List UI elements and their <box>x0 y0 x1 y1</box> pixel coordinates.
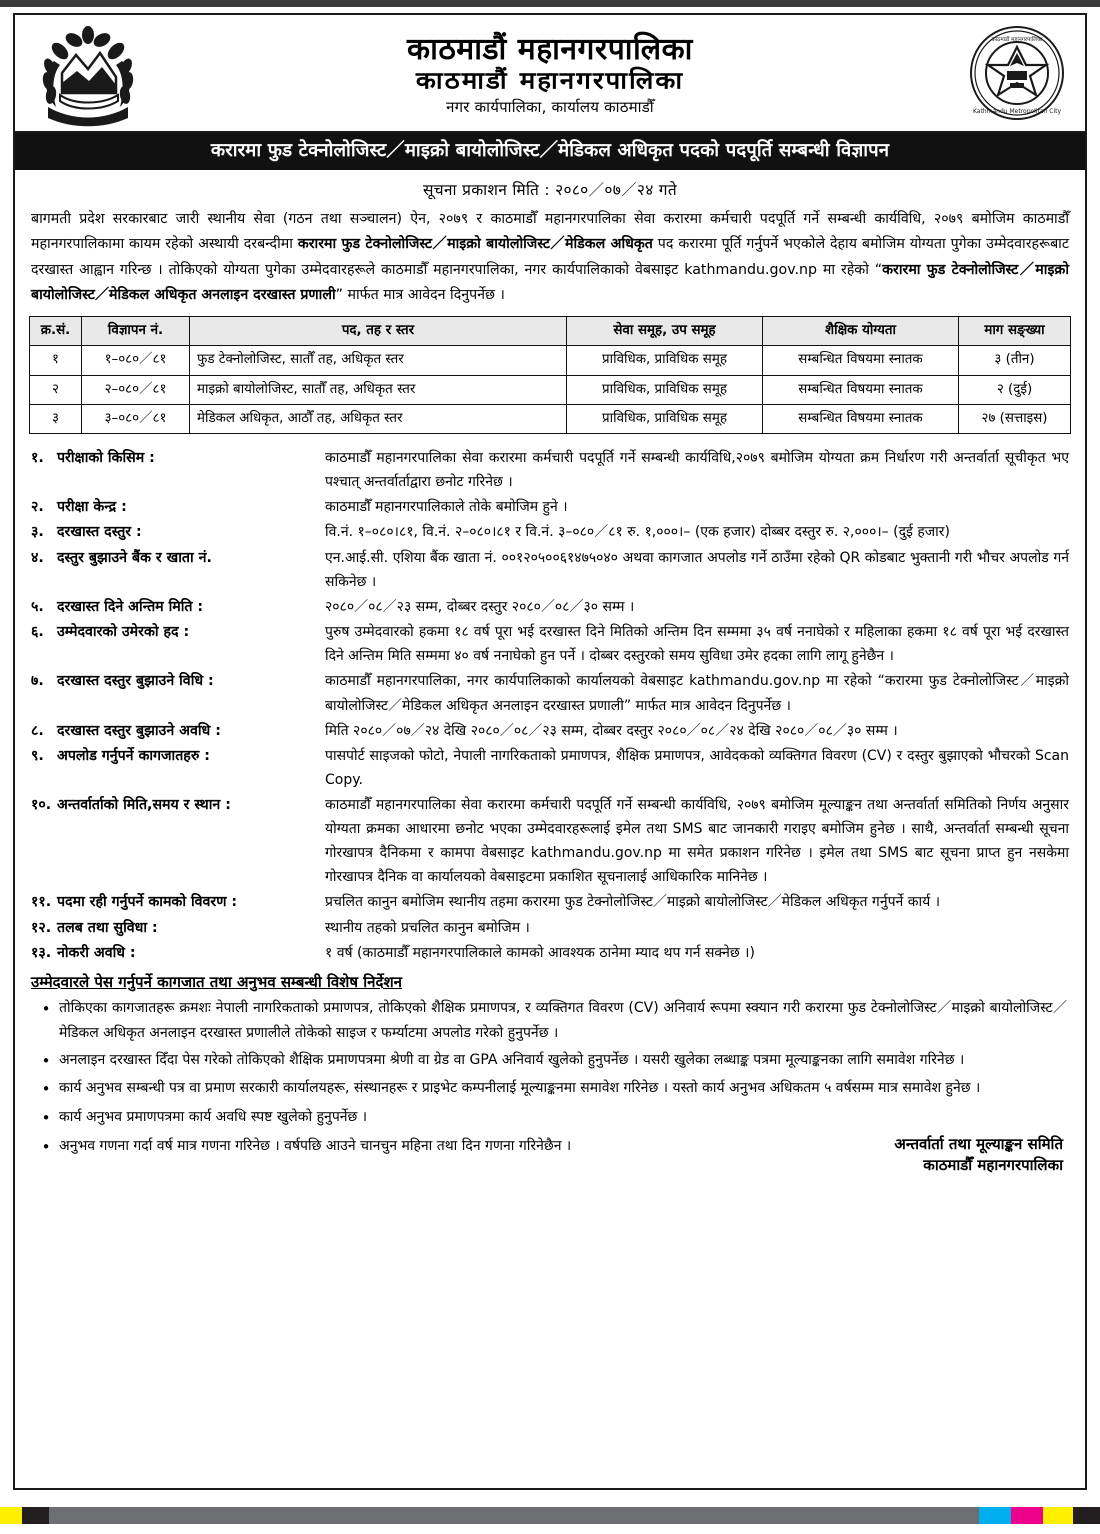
item-label: परीक्षाको किसिम : <box>57 449 155 466</box>
cell-qualification: सम्बन्धित विषयमा स्नातक <box>763 404 959 433</box>
cmyk-segment-magenta <box>1011 1507 1043 1524</box>
intro-text-3: ” मार्फत मात्र आवेदन दिनुपर्नेछ । <box>335 287 505 304</box>
list-item <box>31 916 1069 940</box>
top-rule <box>0 0 1100 7</box>
publication-date: सूचना प्रकाशन मिति : २०८०／०७／२४ गते <box>423 181 677 200</box>
col-service-group: सेवा समूह, उप समूह <box>567 317 763 346</box>
item-label: अपलोड गर्नुपर्ने कागजातहरु : <box>57 748 210 764</box>
organization-name-ranjana-script: काठमाडौं महानगरपालिका <box>415 67 685 96</box>
list-item <box>33 1076 1071 1103</box>
col-advertisement-no: विज्ञापन नं. <box>82 317 190 346</box>
item-label: परीक्षा केन्द्र : <box>57 498 127 515</box>
notice-title-banner: करारमा फुड टेक्नोलोजिस्ट／माइक्रो बायोलोजिस्ट／मेडिकल अधिकृत पदको पदपूर्ति सम्बन्धी विज्ञापन <box>15 133 1085 170</box>
item-value: १ वर्ष (काठमाडौँ महानगरपालिकाले कामको आवश्यक ठानेमा म्याद थप गर्न सक्नेछ ।) <box>325 945 755 962</box>
item-label: पदमा रही गर्नुपर्ने कामको विवरण : <box>57 894 238 911</box>
bullet-icon: • <box>41 999 51 1018</box>
list-item <box>31 719 1069 743</box>
item-number: २. <box>31 498 44 515</box>
item-value: वि.नं. १–०८०।८१, वि.नं. २–०८०।८१ र वि.नं. ३–०८०／८१ रु. १,०००।– (एक हजार) दोब्बर दस्तुर रु. २,०००।– (दुई हजार) <box>325 524 950 541</box>
list-item <box>33 1048 1071 1075</box>
item-value: काठमाडौँ महानगरपालिकाले तोके बमोजिम हुने । <box>325 498 568 515</box>
list-item <box>33 996 1071 1046</box>
bullet-icon: • <box>41 1108 51 1127</box>
cmyk-registration-bar <box>0 1507 1100 1524</box>
cell-advertisement-no: १–०८०／८१ <box>82 346 190 375</box>
item-value: काठमाडौँ महानगरपालिका, नगर कार्यपालिकाको कार्यालयको वेबसाइट kathmandu.gov.np मा रहेको “करारमा फुड टेक्नोलोजिस्ट／माइक्रो बायोलोजिस्ट／मेडिकल अधिकृत अनलाइन दरखास्त प्रणाली” मार्फत मात्र आवेदन दिनुपर्नेछ । <box>325 673 1069 714</box>
item-number: १०. <box>31 797 52 814</box>
item-number: १. <box>31 449 44 466</box>
bullet-text: अनुभव गणना गर्दा वर्ष मात्र गणना गरिनेछ । वर्षपछि आउने चानचुन महिना तथा दिन गणना गरिनेछैन । <box>59 1137 572 1154</box>
table-row <box>30 404 1071 433</box>
special-instructions-heading: उम्मेदवारले पेस गर्नुपर्ने कागजात तथा अनुभव सम्बन्धी विशेष निर्देशन <box>31 972 402 991</box>
item-number: ७. <box>31 673 44 690</box>
item-label: तलब तथा सुविधा : <box>57 919 158 936</box>
cell-qualification: सम्बन्धित विषयमा स्नातक <box>763 346 959 375</box>
bullet-text: कार्य अनुभव प्रमाणपत्रमा कार्य अवधि स्पष्ट खुलेको हुनुपर्नेछ । <box>59 1108 368 1125</box>
list-item <box>31 546 1069 594</box>
svg-text:काठमाडौं महानगरपालिका: काठमाडौं महानगरपालिका <box>991 37 1043 43</box>
list-item <box>33 1134 771 1161</box>
notice-items-list <box>29 444 1071 966</box>
item-label: दरखास्त दस्तुर बुझाउने विधि : <box>57 673 214 690</box>
cmyk-segment-cyan <box>979 1507 1011 1524</box>
item-number: ८. <box>31 722 44 739</box>
list-item <box>31 446 1069 494</box>
item-number: ६. <box>31 624 44 641</box>
item-value: पासपोर्ट साइजको फोटो, नेपाली नागरिकताको प्रमाणपत्र, शैक्षिक प्रमाणपत्र, आवेदकको व्यक्तिगत विवरण (CV) र दस्तुर बुझाएको भौचरको Scan Copy. <box>325 748 1069 789</box>
item-number: ४. <box>31 549 44 566</box>
item-value: पुरुष उम्मेदवारको हकमा १८ वर्ष पूरा भई दरखास्त दिने मितिको अन्तिम दिन सम्ममा ३५ वर्ष ननाघेको र महिलाका हकमा १८ वर्ष पूरा भई दरखास्त दिने अन्तिम मिति सम्ममा ४० वर्ष ननाघेको हुन पर्ने । दोब्बर दस्तुरको समय सुविधा उमेर हदका लागि लागू हुनेछैन । <box>325 624 1069 665</box>
cell-demand: ३ (तीन) <box>959 346 1071 375</box>
cell-post: माइक्रो बायोलोजिस्ट, सातौँ तह, अधिकृत स्तर <box>190 375 567 404</box>
item-number: ११. <box>31 894 52 911</box>
cell-serial-number: १ <box>30 346 82 375</box>
item-value: प्रचलित कानुन बमोजिम स्थानीय तहमा करारमा फुड टेक्नोलोजिस्ट／माइक्रो बायोलोजिस्ट／मेडिकल अधिकृत गर्नुपर्ने कार्य । <box>325 894 941 911</box>
item-number: ५. <box>31 598 44 615</box>
signature-committee: अन्तर्वार्ता तथा मूल्याङ्कन समिति <box>894 1134 1063 1153</box>
col-post-level-grade: पद, तह र स्तर <box>190 317 567 346</box>
item-value: मिति २०८०／०७／२४ देखि २०८०／०८／२३ सम्म, दोब्बर दस्तुर २०८०／०८／२४ देखि २०८०／०८／३० सम्म । <box>325 722 898 739</box>
cmyk-segment-gray-span <box>49 1507 979 1524</box>
intro-bold-system-name: करारमा फुड टेक्नोलोजिस्ट／माइक्रो बायोलोजिस्ट／मेडिकल अधिकृत अनलाइन दरखास्त प्रणाली <box>31 261 1069 304</box>
cell-service-group: प्राविधिक, प्राविधिक समूह <box>567 346 763 375</box>
cell-advertisement-no: ३–०८०／८१ <box>82 404 190 433</box>
list-item <box>31 669 1069 717</box>
bullet-text: तोकिएका कागजातहरू क्रमशः नेपाली नागरिकताको प्रमाणपत्र, तोकिएको शैक्षिक प्रमाणपत्र, र व्यक्तिगत विवरण (CV) अनिवार्य रूपमा स्क्यान गरी करारमा फुड टेक्नोलोजिस्ट／माइक्रो बायोलोजिस्ट／मेडिकल अधिकृत अनलाइन दरखास्त प्रणालीले तोकेको साइज र फर्म्याटमा अपलोड गरेको हुनुपर्नेछ । <box>59 999 1067 1041</box>
cell-serial-number: २ <box>30 375 82 404</box>
list-item <box>31 495 1069 519</box>
cell-service-group: प्राविधिक, प्राविधिक समूह <box>567 375 763 404</box>
organization-name: काठमाडौं महानगरपालिका <box>407 31 693 67</box>
item-label: उम्मेदवारको उमेरको हद : <box>57 624 190 641</box>
item-number: ३. <box>31 524 44 541</box>
nepal-government-emblem-icon <box>29 19 147 131</box>
document-body <box>15 207 1085 1183</box>
vacancy-table <box>29 316 1071 433</box>
item-value: काठमाडौँ महानगरपालिका सेवा करारमा कर्मचारी पदपूर्ति गर्ने सम्बन्धी कार्यविधि, २०७९ बमोजिम मूल्याङ्कन तथा अन्तर्वार्ता समितिको निर्णय अनुसार योग्यता क्रमका आधारमा छनोट भएका उम्मेदवारहरूलाई इमेल तथा SMS बाट जानकारी गराइए बमोजिम हुनेछ । साथै, अन्तर्वार्ता सम्बन्धी सूचना गोरखापत्र दैनिकमा र कामपा वेबसाइट kathmandu.gov.np मा समेत प्रकाशन गरिनेछ । इमेल तथा SMS बाट सूचना प्राप्त हुन नसकेमा गोरखापत्र दैनिक वा कार्यालयको वेबसाइटमा प्रकाशित सूचनालाई आधिकारिक मानिनेछ । <box>325 797 1069 886</box>
cell-advertisement-no: २–०८०／८१ <box>82 375 190 404</box>
col-qualification: शैक्षिक योग्यता <box>763 317 959 346</box>
cmyk-segment-black-right <box>1073 1507 1100 1524</box>
bullet-text: अनलाइन दरखास्त दिँदा पेस गरेको तोकिएको शैक्षिक प्रमाणपत्रमा श्रेणी वा ग्रेड वा GPA अनिवार्य खुलेको हुनुपर्नेछ । यसरी खुलेका लब्धाङ्क पत्रमा मूल्याङ्कनका लागि समावेश गरिनेछ । <box>59 1051 965 1068</box>
table-header-row <box>30 317 1071 346</box>
item-value: २०८०／०८／२३ सम्म, दोब्बर दस्तुर २०८०／०८／३० सम्म । <box>325 598 635 615</box>
list-item <box>31 520 1069 544</box>
intro-bold-post-names-1: करारमा फुड टेक्नोलोजिस्ट／माइक्रो बायोलोजिस्ट／मेडिकल अधिकृत <box>297 236 653 253</box>
signature-organization: काठमाडौँ महानगरपालिका <box>923 1156 1063 1175</box>
item-label: दरखास्त दिने अन्तिम मिति : <box>57 598 204 615</box>
table-row <box>30 375 1071 404</box>
last-bullet-with-signature <box>33 1134 1071 1184</box>
col-serial-number: क्र.सं. <box>30 317 82 346</box>
kathmandu-metropolitan-city-seal-icon <box>967 23 1067 123</box>
bullet-icon: • <box>41 1080 51 1099</box>
item-label: दरखास्त दस्तुर बुझाउने अवधि : <box>57 722 221 739</box>
list-item <box>31 744 1069 792</box>
item-number: १२. <box>31 919 52 936</box>
item-label: नोकरी अवधि : <box>57 945 136 962</box>
list-item <box>31 793 1069 889</box>
cell-demand: २ (दुई) <box>959 375 1071 404</box>
list-item <box>31 620 1069 668</box>
item-label: दरखास्त दस्तुर : <box>57 524 142 541</box>
table-row <box>30 346 1071 375</box>
list-item <box>31 941 1069 965</box>
item-value: एन.आई.सी. एशिया बैंक खाता नं. ००१२०५००६१४७५०४० अथवा कागजात अपलोड गर्ने ठाउँमा रहेको QR कोडबाट भुक्तानी गरी भौचर अपलोड गर्न सकिनेछ । <box>325 549 1069 590</box>
cell-post: मेडिकल अधिकृत, आठौँ तह, अधिकृत स्तर <box>190 404 567 433</box>
masthead-titles <box>407 31 693 116</box>
intro-text-2: पद करारमा पूर्ति गर्नुपर्ने भएकोले देहाय बमोजिम योग्यता पुगेका उम्मेदवारहरूबाट दरखास्त आह्वान गरिन्छ । तोकिएको योग्यता पुगेका उम्मेदवारहरूले काठमाडौँ महानगरपालिका, नगर कार्यपालिकाको वेबसाइट kathmandu.gov.np मा रहेको “ <box>31 236 1069 278</box>
signature-block <box>771 1134 1071 1184</box>
bullet-text: कार्य अनुभव सम्बन्धी पत्र वा प्रमाण सरकारी कार्यालयहरू, संस्थानहरू र प्राइभेट कम्पनीलाई मूल्याङ्कनमा समावेश गरिनेछ । यस्तो कार्य अनुभव अधिकतम ५ वर्षसम्म मात्र समावेश हुनेछ । <box>59 1080 981 1097</box>
item-label: दस्तुर बुझाउने बैंक र खाता नं. <box>57 549 212 566</box>
col-demand-count: माग सङ्ख्या <box>959 317 1071 346</box>
cell-qualification: सम्बन्धित विषयमा स्नातक <box>763 375 959 404</box>
bullet-icon: • <box>41 1051 51 1070</box>
cmyk-segment-yellow-right <box>1043 1507 1073 1524</box>
masthead <box>15 15 1085 133</box>
organization-subtitle: नगर कार्यपालिका, कार्यालय काठमाडौँ <box>446 98 654 117</box>
intro-text-1: बागमती प्रदेश सरकारबाट जारी स्थानीय सेवा (गठन तथा सञ्चालन) ऐन, २०७९ र काठमाडौँ महानगरपालिका सेवा करारमा कर्मचारी पदपूर्ति गर्ने सम्बन्धी कार्यविधि, २०७९ बमोजिम काठमाडौँ महानगरपालिकामा कायम रहेको अस्थायी दरबन्दीमा <box>31 211 1069 253</box>
cmyk-segment-yellow-left <box>0 1507 22 1524</box>
cell-serial-number: ३ <box>30 404 82 433</box>
list-item <box>33 1105 1071 1132</box>
svg-text:Kathmandu Metropolitan City: Kathmandu Metropolitan City <box>972 108 1062 115</box>
item-number: १३. <box>31 945 52 962</box>
bullet-icon: • <box>41 1137 51 1156</box>
list-item <box>31 890 1069 914</box>
special-instructions-list <box>29 996 1071 1183</box>
cell-demand: २७ (सत्ताइस) <box>959 404 1071 433</box>
intro-paragraph <box>29 207 1071 316</box>
item-value: काठमाडौँ महानगरपालिका सेवा करारमा कर्मचारी पदपूर्ति गर्ने सम्बन्धी कार्यविधि,२०७९ बमोजिम योग्यता क्रम निर्धारण गरी अन्तर्वार्ता सूचीकृत भए पश्चात् अन्तर्वार्ताद्वारा छनोट गरिनेछ । <box>325 449 1069 490</box>
item-number: ९. <box>31 748 44 764</box>
item-value: स्थानीय तहको प्रचलित कानुन बमोजिम । <box>325 919 530 936</box>
document-frame <box>13 13 1087 1490</box>
cell-post: फुड टेक्नोलोजिस्ट, सातौँ तह, अधिकृत स्तर <box>190 346 567 375</box>
cell-service-group: प्राविधिक, प्राविधिक समूह <box>567 404 763 433</box>
item-label: अन्तर्वार्ताको मिति,समय र स्थान : <box>57 797 231 814</box>
cmyk-segment-black-left <box>22 1507 49 1524</box>
list-item <box>31 595 1069 619</box>
